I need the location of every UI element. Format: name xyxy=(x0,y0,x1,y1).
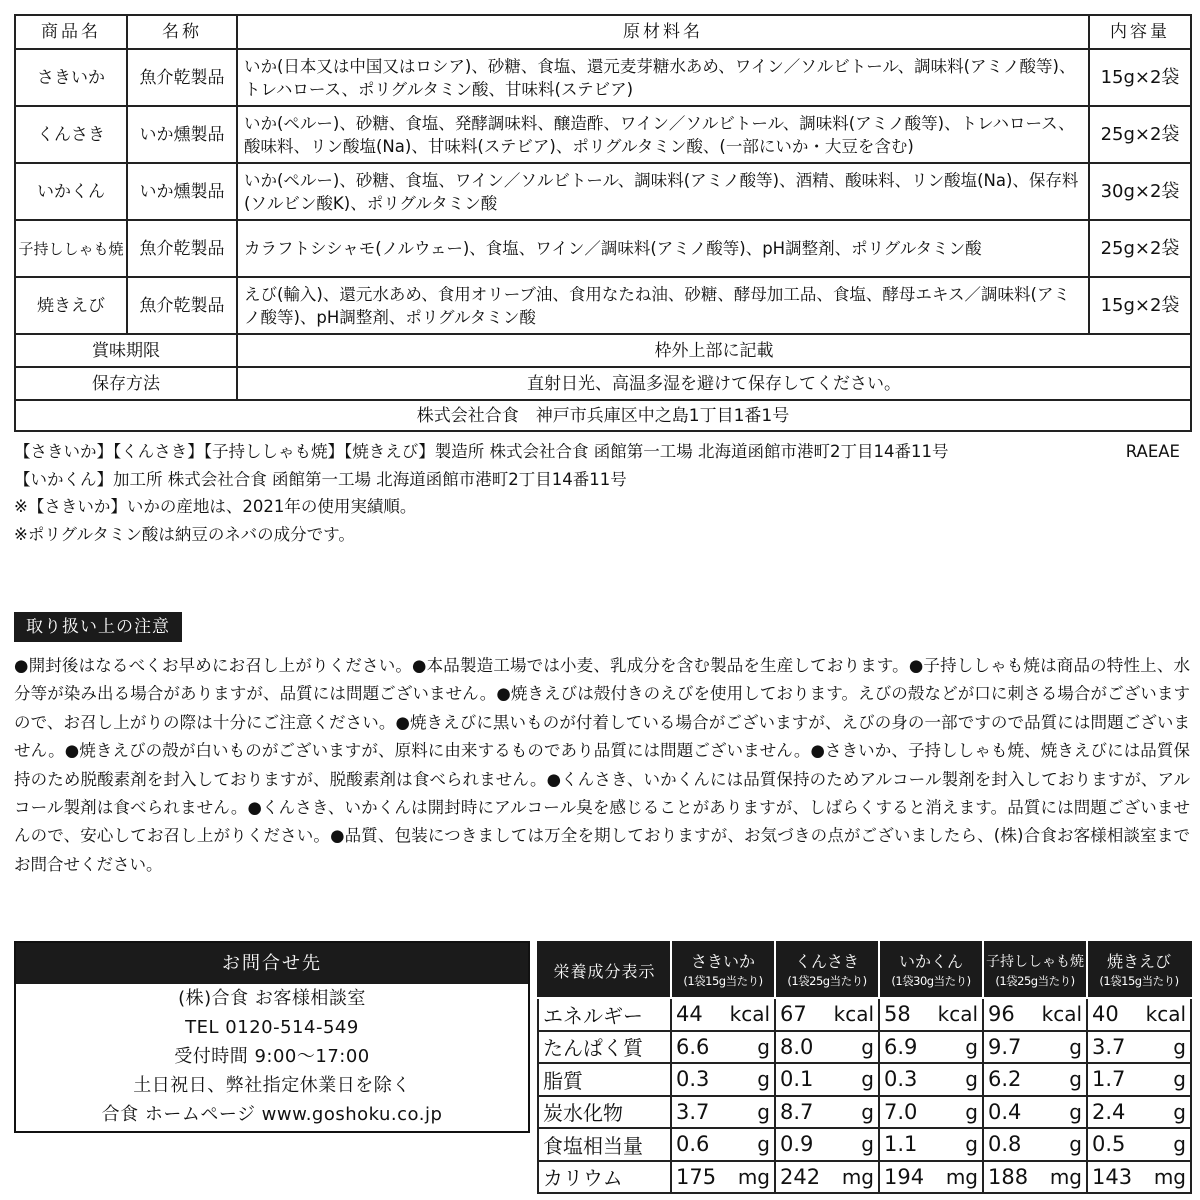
nutrient-value-cell xyxy=(775,998,879,1031)
nutrient-value-wrap xyxy=(780,1165,874,1189)
nutrient-value: 7.0 xyxy=(884,1099,918,1124)
nutrient-value-wrap xyxy=(988,1100,1082,1124)
nutrient-value-cell xyxy=(983,1161,1087,1194)
nutrition-serving-size: (1袋25g当たり) xyxy=(787,974,867,988)
contact-box xyxy=(14,941,530,1133)
nutrition-product-name: いかくん xyxy=(898,952,963,971)
header-product-name: 商品名 xyxy=(15,15,127,49)
nutrient-label: エネルギー xyxy=(543,1003,643,1028)
nutrient-value-wrap xyxy=(884,1067,978,1091)
header-ingredients: 原材料名 xyxy=(237,15,1089,49)
nutrient-unit: g xyxy=(1173,1132,1186,1157)
product-name: 焼きえび xyxy=(15,277,127,334)
header-name: 名称 xyxy=(127,15,237,49)
nutrient-value-cell xyxy=(983,1031,1087,1064)
nutrient-unit: g xyxy=(861,1034,874,1059)
nutrient-value: 2.4 xyxy=(1092,1099,1126,1124)
product-name: 子持ししゃも焼 xyxy=(15,220,127,277)
product-row xyxy=(15,163,1191,220)
nutrient-value-wrap xyxy=(676,1132,770,1156)
nutrient-value-cell xyxy=(1087,1031,1191,1064)
manufacturer-line: 【さきいか】【くんさき】【子持ししゃも焼】【焼きえび】製造所 株式会社合食 函館第一工場 北海道函館市港町2丁目14番11号 xyxy=(14,442,949,461)
origin-note: ※【さきいか】いかの産地は、2021年の使用実績順。 xyxy=(14,497,417,516)
nutrient-value: 188 xyxy=(988,1164,1029,1189)
nutrient-value-cell xyxy=(671,1063,775,1096)
nutrition-serving-size: (1袋25g当たり) xyxy=(995,974,1075,988)
nutrient-value-wrap xyxy=(988,1035,1082,1059)
nutrient-value: 58 xyxy=(884,1002,911,1027)
caution-text: ●開封後はなるべくお早めにお召し上がりください。●本品製造工場では小麦、乳成分を含む製品を生産しております。●子持ししゃも焼は商品の特性上、水分等が染み出る場合がありますが、品質には問題ございません。●焼きえびは殻付きのえびを使用しております。えびの殻などが口に刺さる場合がございますので、お召し上がりの際は十分にご注意ください。●焼きえびに黒いものが付着している場合がございますが、えびの身の一部ですので品質には問題ございません。●焼きえびの殻が白いものがございますが、原料に由来するものであり品質には問題ございません。●さきいか、子持ししゃも焼、焼きえびには品質保持のため脱酸素剤を封入しておりますが、脱酸素剤は食べられません。●くんさき、いかくんには品質保持のためアルコール製剤を封入しておりますが、アルコール製剤は食べられません。●くんさき、いかくんは開封時にアルコール臭を感じることがありますが、しばらくすると消えます。品質には問題ございませんので、安心してお召し上がりください。●品質、包装につきましては万全を期しておりますが、お気づきの点がございましたら、(株)合食お客様相談室までお問合せください。 xyxy=(14,656,1190,874)
ingredients-header-row xyxy=(15,15,1191,49)
nutrition-product-header xyxy=(1087,942,1191,998)
nutrition-serving-size: (1袋15g当たり) xyxy=(683,974,763,988)
nutrition-title: 栄養成分表示 xyxy=(538,942,671,998)
product-code: RAEAE xyxy=(1125,442,1180,461)
nutrient-value-cell xyxy=(671,998,775,1031)
nutrient-unit: g xyxy=(757,1067,770,1092)
product-type: いか燻製品 xyxy=(127,106,237,163)
nutrition-product-header xyxy=(671,942,775,998)
product-type: いか燻製品 xyxy=(127,163,237,220)
nutrient-value-wrap xyxy=(780,1067,874,1091)
nutrient-value: 194 xyxy=(884,1164,925,1189)
header-amount: 内容量 xyxy=(1089,15,1191,49)
product-ingredients: カラフトシシャモ(ノルウェー)、食塩、ワイン／調味料(アミノ酸等)、pH調整剤、ポリグルタミン酸 xyxy=(237,220,1089,277)
nutrient-value-cell xyxy=(671,1031,775,1064)
ingredients-table xyxy=(14,14,1192,432)
nutrient-value-cell xyxy=(983,1063,1087,1096)
nutrition-product-name: 焼きえび xyxy=(1106,952,1171,971)
product-amount: 25g×2袋 xyxy=(1089,220,1191,277)
nutrient-value-wrap xyxy=(1092,1035,1186,1059)
nutrient-unit: kcal xyxy=(1041,1002,1082,1027)
nutrient-unit: g xyxy=(1173,1099,1186,1124)
contact-closed-days: 土日祝日、弊社指定休業日を除く xyxy=(133,1075,411,1096)
product-ingredients: いか(日本又は中国又はロシア)、砂糖、食塩、還元麦芽糖水あめ、ワイン／ソルビトール、調味料(アミノ酸等)、トレハロース、ポリグルタミン酸、甘味料(ステビア) xyxy=(237,49,1089,106)
nutrient-value-wrap xyxy=(884,1165,978,1189)
nutrient-value: 1.7 xyxy=(1092,1067,1126,1092)
nutrient-value: 6.9 xyxy=(884,1034,918,1059)
nutrient-unit: g xyxy=(965,1034,978,1059)
nutrient-unit: kcal xyxy=(729,1002,770,1027)
nutrition-product-name: さきいか xyxy=(690,952,755,971)
nutrient-label-cell xyxy=(538,1128,671,1161)
nutrient-value-cell xyxy=(775,1031,879,1064)
nutrient-value-cell xyxy=(983,1096,1087,1129)
nutrient-value-wrap xyxy=(1092,1165,1186,1189)
nutrient-value: 40 xyxy=(1092,1002,1119,1027)
nutrient-unit: mg xyxy=(737,1164,770,1189)
nutrient-value: 0.8 xyxy=(988,1132,1022,1157)
product-ingredients: いか(ペルー)、砂糖、食塩、発酵調味料、醸造酢、ワイン／ソルビトール、調味料(アミノ酸等)、トレハロース、酸味料、リン酸塩(Na)、甘味料(ステビア)、ポリグルタミン酸、(一部にいか・大豆を含む) xyxy=(237,106,1089,163)
nutrient-unit: g xyxy=(1069,1099,1082,1124)
nutrient-value: 0.1 xyxy=(780,1067,814,1092)
nutrient-value-wrap xyxy=(988,1132,1082,1156)
product-ingredients: いか(ペルー)、砂糖、食塩、ワイン／ソルビトール、調味料(アミノ酸等)、酒精、酸味料、リン酸塩(Na)、保存料(ソルビン酸K)、ポリグルタミン酸 xyxy=(237,163,1089,220)
nutrient-value-wrap xyxy=(1092,1067,1186,1091)
nutrient-unit: g xyxy=(1069,1132,1082,1157)
product-type: 魚介乾製品 xyxy=(127,49,237,106)
nutrient-label-cell xyxy=(538,1063,671,1096)
nutrient-value-cell xyxy=(879,1128,983,1161)
nutrient-value-cell xyxy=(775,1063,879,1096)
best-before-row xyxy=(15,334,1191,367)
product-row xyxy=(15,220,1191,277)
nutrient-label: カリウム xyxy=(543,1166,623,1191)
nutrition-product-header xyxy=(879,942,983,998)
product-ingredients: えび(輸入)、還元水あめ、食用オリーブ油、食用なたね油、砂糖、酵母加工品、食塩、酵母エキス／調味料(アミノ酸等)、pH調整剤、ポリグルタミン酸 xyxy=(237,277,1089,334)
product-amount: 25g×2袋 xyxy=(1089,106,1191,163)
nutrient-unit: mg xyxy=(841,1164,874,1189)
nutrient-value-wrap xyxy=(1092,1132,1186,1156)
storage-row xyxy=(15,367,1191,400)
nutrient-value: 6.2 xyxy=(988,1067,1022,1092)
nutrient-value-wrap xyxy=(676,1100,770,1124)
nutrient-value-wrap xyxy=(1092,1002,1186,1026)
nutrient-unit: mg xyxy=(945,1164,978,1189)
nutrient-value: 1.1 xyxy=(884,1132,918,1157)
product-type: 魚介乾製品 xyxy=(127,277,237,334)
nutrient-unit: g xyxy=(757,1034,770,1059)
nutrition-product-header xyxy=(775,942,879,998)
nutrient-unit: g xyxy=(757,1132,770,1157)
nutrition-row xyxy=(538,1128,1191,1161)
nutrient-value: 0.3 xyxy=(676,1067,710,1092)
nutrient-value-wrap xyxy=(780,1100,874,1124)
nutrition-serving-size: (1袋30g当たり) xyxy=(891,974,971,988)
contact-dept: (株)合食 お客様相談室 xyxy=(178,988,366,1009)
product-name: さきいか xyxy=(15,49,127,106)
nutrient-value-wrap xyxy=(1092,1100,1186,1124)
nutrition-row xyxy=(538,1161,1191,1194)
product-amount: 15g×2袋 xyxy=(1089,49,1191,106)
nutrient-unit: g xyxy=(861,1099,874,1124)
best-before-value: 枠外上部に記載 xyxy=(237,334,1191,367)
nutrient-label: 炭水化物 xyxy=(543,1101,623,1126)
company-info: 株式会社合食 神戸市兵庫区中之島1丁目1番1号 xyxy=(15,400,1191,431)
storage-value: 直射日光、高温多湿を避けて保存してください。 xyxy=(237,367,1191,400)
product-type: 魚介乾製品 xyxy=(127,220,237,277)
nutrient-value-cell xyxy=(671,1128,775,1161)
nutrient-value-cell xyxy=(983,998,1087,1031)
contact-phone: TEL 0120-514-549 xyxy=(185,1017,359,1038)
nutrient-value: 6.6 xyxy=(676,1034,710,1059)
nutrient-value: 3.7 xyxy=(676,1099,710,1124)
nutrient-value: 242 xyxy=(780,1164,821,1189)
nutrient-unit: g xyxy=(965,1067,978,1092)
nutrient-value-cell xyxy=(1087,1063,1191,1096)
nutrient-label: 食塩相当量 xyxy=(543,1133,643,1158)
nutrient-unit: kcal xyxy=(1145,1002,1186,1027)
nutrient-unit: g xyxy=(965,1132,978,1157)
nutrient-value-wrap xyxy=(676,1165,770,1189)
nutrient-value-cell xyxy=(1087,1096,1191,1129)
nutrient-value-cell xyxy=(879,998,983,1031)
nutrient-value-cell xyxy=(879,1063,983,1096)
nutrient-value: 0.9 xyxy=(780,1132,814,1157)
nutrient-value: 9.7 xyxy=(988,1034,1022,1059)
nutrient-value-cell xyxy=(1087,1128,1191,1161)
nutrient-unit: g xyxy=(757,1099,770,1124)
company-row xyxy=(15,400,1191,431)
nutrient-value-cell xyxy=(775,1128,879,1161)
product-row xyxy=(15,106,1191,163)
nutrient-value-wrap xyxy=(884,1035,978,1059)
nutrient-unit: mg xyxy=(1153,1164,1186,1189)
nutrient-value-wrap xyxy=(988,1002,1082,1026)
nutrient-unit: g xyxy=(1173,1067,1186,1092)
nutrient-value-cell xyxy=(1087,998,1191,1031)
nutrition-product-header xyxy=(983,942,1087,998)
nutrient-unit: g xyxy=(861,1067,874,1092)
nutrition-serving-size: (1袋15g当たり) xyxy=(1099,974,1179,988)
nutrient-value-wrap xyxy=(884,1132,978,1156)
nutrient-value-wrap xyxy=(780,1035,874,1059)
nutrient-unit: g xyxy=(1173,1034,1186,1059)
nutrient-value-cell xyxy=(775,1096,879,1129)
nutrient-value: 44 xyxy=(676,1002,703,1027)
nutrition-product-name: くんさき xyxy=(794,952,859,971)
nutrient-value-cell xyxy=(671,1161,775,1194)
nutrition-body xyxy=(538,998,1191,1193)
product-amount: 30g×2袋 xyxy=(1089,163,1191,220)
polyglutamic-note: ※ポリグルタミン酸は納豆のネバの成分です。 xyxy=(14,524,355,544)
nutrition-row xyxy=(538,1096,1191,1129)
caution-title: 取り扱い上の注意 xyxy=(14,612,182,642)
nutrition-row xyxy=(538,1063,1191,1096)
nutrition-row xyxy=(538,998,1191,1031)
storage-label: 保存方法 xyxy=(15,367,237,400)
nutrient-value: 67 xyxy=(780,1002,807,1027)
best-before-label: 賞味期限 xyxy=(15,334,237,367)
nutrient-value: 0.6 xyxy=(676,1132,710,1157)
nutrient-label-cell xyxy=(538,998,671,1031)
nutrient-value-cell xyxy=(879,1031,983,1064)
nutrient-value-wrap xyxy=(884,1100,978,1124)
nutrient-unit: g xyxy=(861,1132,874,1157)
contact-hours: 受付時間 9:00～17:00 xyxy=(174,1046,370,1067)
product-name: いかくん xyxy=(15,163,127,220)
product-name: くんさき xyxy=(15,106,127,163)
nutrient-value-cell xyxy=(775,1161,879,1194)
nutrient-unit: g xyxy=(1069,1034,1082,1059)
nutrient-value-wrap xyxy=(988,1067,1082,1091)
nutrient-unit: g xyxy=(965,1099,978,1124)
nutrient-value: 3.7 xyxy=(1092,1034,1126,1059)
nutrient-value-cell xyxy=(983,1128,1087,1161)
nutrient-unit: g xyxy=(1069,1067,1082,1092)
nutrient-value-wrap xyxy=(988,1165,1082,1189)
nutrient-value-wrap xyxy=(676,1067,770,1091)
processor-line: 【いかくん】加工所 株式会社合食 函館第一工場 北海道函館市港町2丁目14番11号 xyxy=(14,469,627,489)
nutrient-value: 0.5 xyxy=(1092,1132,1126,1157)
nutrient-label-cell xyxy=(538,1031,671,1064)
product-row xyxy=(15,277,1191,334)
nutrient-value-cell xyxy=(671,1096,775,1129)
nutrient-value-cell xyxy=(1087,1161,1191,1194)
product-row xyxy=(15,49,1191,106)
nutrient-label-cell xyxy=(538,1161,671,1194)
nutrition-header-row xyxy=(538,942,1191,998)
product-amount: 15g×2袋 xyxy=(1089,277,1191,334)
nutrition-table xyxy=(537,941,1192,1194)
manufacturer-notes xyxy=(14,438,1190,548)
nutrition-row xyxy=(538,1031,1191,1064)
nutrient-value: 8.0 xyxy=(780,1034,814,1059)
nutrient-value-cell xyxy=(879,1161,983,1194)
contact-title: お問合せ先 xyxy=(16,943,528,984)
nutrient-value-wrap xyxy=(780,1132,874,1156)
nutrient-label: 脂質 xyxy=(543,1068,583,1093)
contact-website: 合食 ホームページ www.goshoku.co.jp xyxy=(101,1104,443,1125)
nutrient-value-wrap xyxy=(676,1002,770,1026)
note-line xyxy=(14,438,1190,466)
nutrient-value-wrap xyxy=(884,1002,978,1026)
nutrient-value: 0.4 xyxy=(988,1099,1022,1124)
nutrient-value-wrap xyxy=(780,1002,874,1026)
nutrient-unit: kcal xyxy=(937,1002,978,1027)
nutrient-label: たんぱく質 xyxy=(543,1036,643,1061)
nutrient-value-wrap xyxy=(676,1035,770,1059)
nutrient-value: 0.3 xyxy=(884,1067,918,1092)
nutrient-value: 175 xyxy=(676,1164,717,1189)
nutrient-value: 143 xyxy=(1092,1164,1133,1189)
nutrition-product-name: 子持ししゃも焼 xyxy=(986,954,1084,970)
nutrient-value-cell xyxy=(879,1096,983,1129)
nutrient-value: 8.7 xyxy=(780,1099,814,1124)
nutrient-unit: mg xyxy=(1049,1164,1082,1189)
nutrient-unit: kcal xyxy=(833,1002,874,1027)
nutrient-value: 96 xyxy=(988,1002,1015,1027)
nutrient-label-cell xyxy=(538,1096,671,1129)
